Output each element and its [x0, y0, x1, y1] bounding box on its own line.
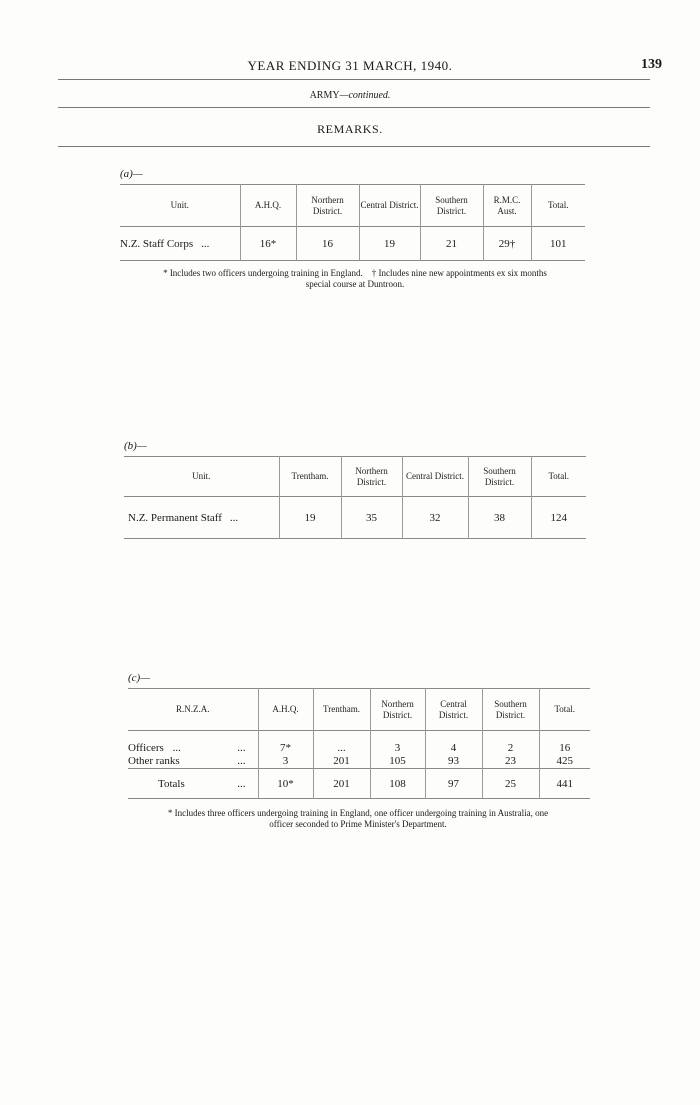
col-header: Northern District.	[296, 185, 359, 227]
cell-value: 101	[531, 227, 585, 261]
table-b	[124, 456, 586, 539]
col-header: Southern District.	[420, 185, 483, 227]
leader-dots: ...	[229, 511, 239, 524]
cell-value: 21	[420, 227, 483, 261]
cell-value: 16	[296, 227, 359, 261]
cell-value: ...	[313, 741, 370, 755]
cell-value: 16	[539, 741, 590, 755]
col-header: Central District.	[402, 457, 468, 497]
col-header: R.N.Z.A.	[176, 704, 210, 714]
row-unit: Totals	[158, 777, 185, 790]
cell-value: 7*	[258, 741, 313, 755]
table-a-footnote	[110, 268, 600, 290]
cell-value: 201	[313, 755, 370, 769]
cell-value: 23	[482, 755, 539, 769]
cell-value: 35	[341, 497, 402, 539]
col-header: Central District.	[359, 185, 420, 227]
col-header: Central District.	[425, 689, 482, 731]
header-rule	[58, 79, 650, 80]
table-row	[128, 741, 590, 755]
cell-value: 425	[539, 755, 590, 769]
spacer-row	[128, 731, 590, 741]
table-a-label: (a)—	[120, 168, 143, 180]
col-header: R.M.C. Aust.	[483, 185, 531, 227]
cell-value: 2	[482, 741, 539, 755]
table-totals-row	[128, 769, 590, 799]
cell-value: 19	[359, 227, 420, 261]
leader-dots: ...	[237, 755, 246, 768]
col-header: Trentham.	[313, 689, 370, 731]
row-unit-cell	[120, 227, 240, 261]
row-unit: Officers	[128, 741, 164, 754]
col-header: Total.	[531, 185, 585, 227]
col-header: Trentham.	[279, 457, 341, 497]
row-unit: Other ranks	[128, 755, 180, 768]
table-b-label: (b)—	[124, 440, 147, 452]
cell-value: 29†	[483, 227, 531, 261]
cell-value: 19	[279, 497, 341, 539]
cell-value: 32	[402, 497, 468, 539]
running-title: YEAR ENDING 31 MARCH, 1940.	[247, 58, 453, 73]
row-unit-cell	[128, 755, 258, 769]
cell-value: 201	[313, 769, 370, 799]
cell-value: 124	[531, 497, 586, 539]
table-row	[124, 497, 586, 539]
row-unit-cell	[124, 497, 279, 539]
section-heading	[0, 90, 700, 101]
cell-value: 108	[370, 769, 425, 799]
leader-dots: ...	[201, 237, 210, 250]
footnote-2: officer seconded to Prime Minister's Department.	[269, 819, 447, 829]
table-c-label: (c)—	[128, 672, 150, 684]
cell-value: 93	[425, 755, 482, 769]
cell-value: 4	[425, 741, 482, 755]
row-unit-cell	[128, 741, 258, 755]
section-title: ARMY	[309, 90, 340, 101]
cell-value: 441	[539, 769, 590, 799]
remarks-rule	[58, 146, 650, 147]
leader-dots: ...	[237, 777, 246, 790]
cell-value: 3	[258, 755, 313, 769]
col-header: A.H.Q.	[258, 689, 313, 731]
remarks-heading: REMARKS.	[317, 122, 383, 136]
row-unit: N.Z. Staff Corps	[120, 237, 194, 250]
footnote-1: * Includes two officers undergoing training in England.	[163, 268, 363, 278]
page-number: 139	[641, 57, 662, 72]
table-c	[128, 688, 590, 799]
table-a	[120, 184, 585, 261]
section-continued: —continued.	[339, 90, 391, 101]
footnote-1: * Includes three officers undergoing training in England, one officer undergoing training in Australia, one	[167, 808, 549, 818]
col-header: Unit.	[170, 200, 189, 210]
cell-value: 10*	[258, 769, 313, 799]
cell-value: 25	[482, 769, 539, 799]
col-header: Northern District.	[341, 457, 402, 497]
leader-dots: ...	[237, 741, 246, 754]
section-rule	[58, 107, 650, 108]
col-header: Total.	[531, 457, 586, 497]
leader-dots: ...	[172, 741, 181, 754]
col-header: A.H.Q.	[240, 185, 296, 227]
row-unit-cell	[128, 769, 258, 799]
cell-value: 3	[370, 741, 425, 755]
cell-value: 105	[370, 755, 425, 769]
table-c-footnote	[118, 808, 598, 830]
cell-value: 97	[425, 769, 482, 799]
footnote-3: special course at Duntroon.	[305, 279, 405, 289]
col-header: Southern District.	[468, 457, 531, 497]
footnote-2: † Includes nine new appointments ex six months	[371, 268, 547, 278]
table-a-header	[120, 185, 585, 227]
table-c-header	[128, 689, 590, 731]
col-header: Northern District.	[370, 689, 425, 731]
table-row	[128, 755, 590, 769]
cell-value: 16*	[240, 227, 296, 261]
table-row	[120, 227, 585, 261]
col-header: Total.	[539, 689, 590, 731]
row-unit: N.Z. Permanent Staff	[128, 511, 222, 524]
cell-value: 38	[468, 497, 531, 539]
col-header: Southern District.	[482, 689, 539, 731]
col-header: Unit.	[192, 471, 211, 481]
table-b-header	[124, 457, 586, 497]
